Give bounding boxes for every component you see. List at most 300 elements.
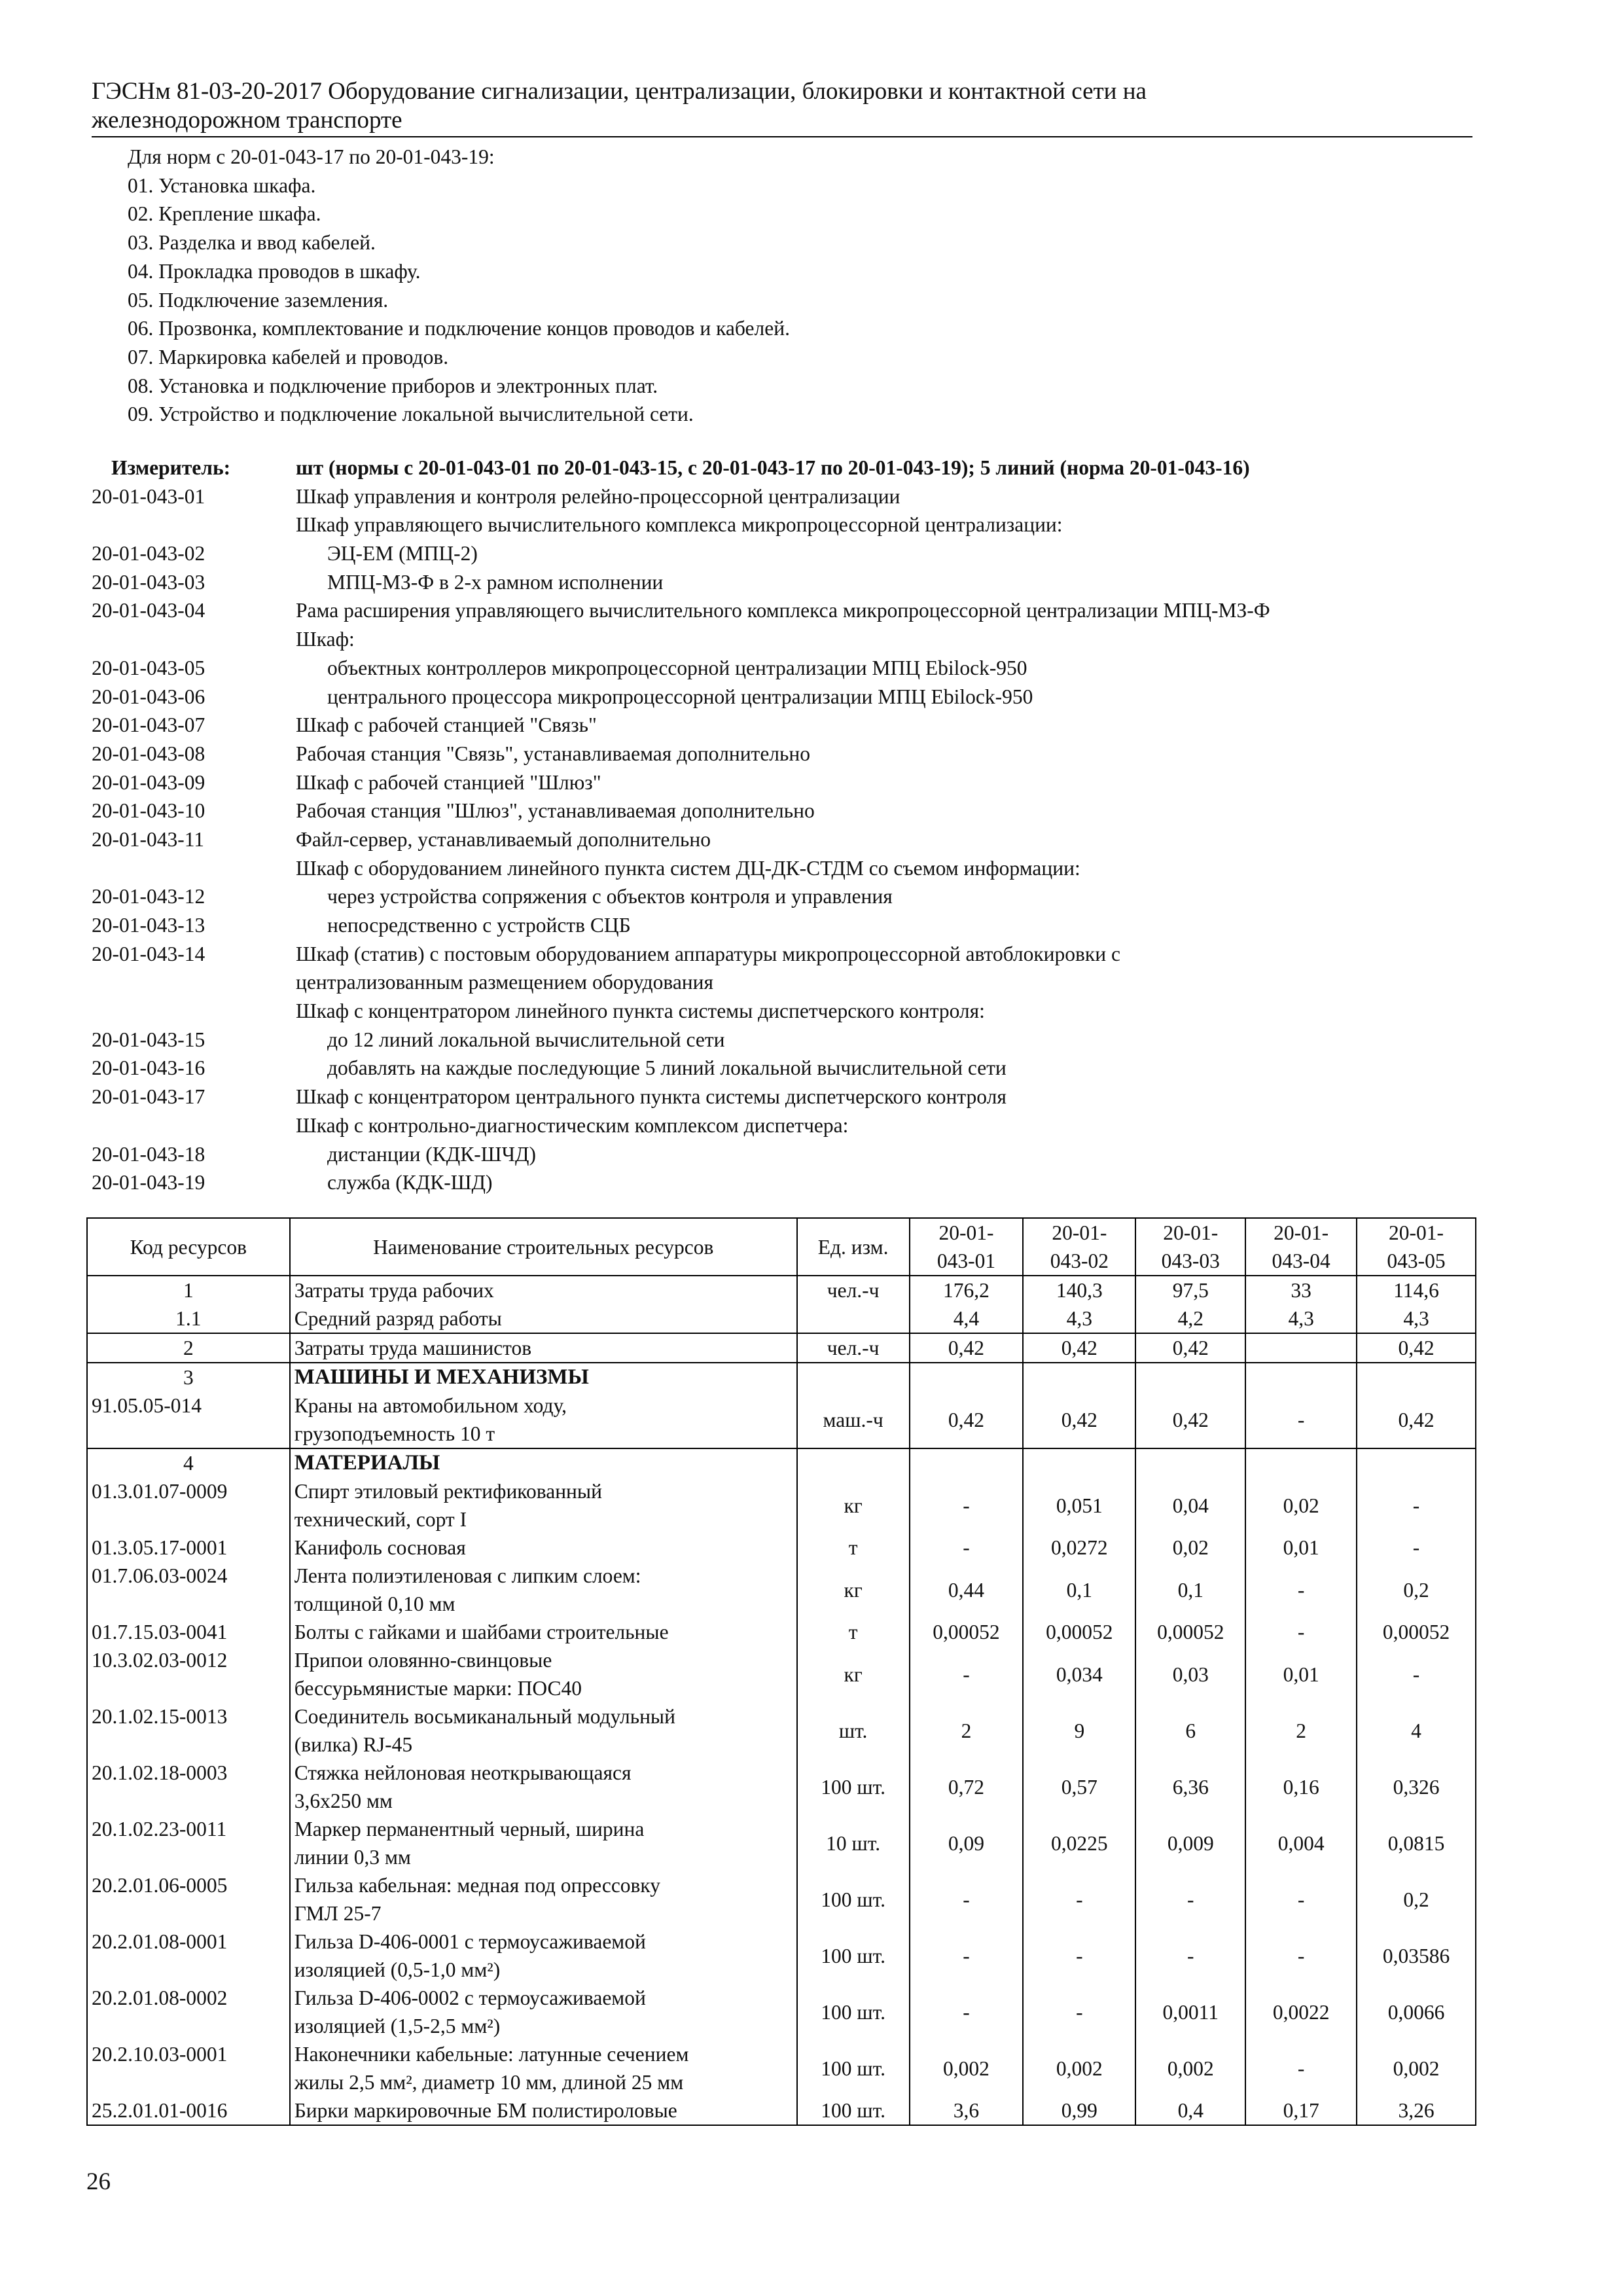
norm-row [92,1140,1531,1169]
resource-name-line: Гильза D-406-0001 с термоусаживаемой [294,1930,646,1953]
work-step: 03. Разделка и ввод кабелей. [128,231,376,255]
page-header [92,77,1472,137]
resource-unit: кг [797,1477,910,1534]
norm-code: 20-01-043-04 [92,599,205,622]
resource-value: 0,02 [1135,1534,1245,1562]
header-norm-col: 20-01- 043-02 [1023,1218,1135,1276]
norm-code [92,1111,296,1140]
norm-row [92,482,1531,511]
header-code: Код ресурсов [87,1218,290,1276]
resource-name [290,1759,797,1815]
norm-row [92,825,1531,854]
resource-name [290,1618,797,1646]
norm-code: 20-01-043-08 [92,742,205,765]
resource-name [290,1702,797,1759]
table-row [87,1391,1476,1448]
resource-value: 4,3 [1023,1304,1135,1333]
resource-value: 0,42 [1135,1333,1245,1363]
resource-unit: 100 шт. [797,2040,910,2096]
resource-value: 0,42 [1135,1391,1245,1448]
resource-name [290,1363,797,1391]
norm-row [92,911,1531,940]
resource-unit: маш.-ч [797,1391,910,1448]
resource-value: 97,5 [1135,1276,1245,1304]
resource-name [290,1984,797,2040]
resource-value: - [1135,1928,1245,1984]
resource-value: - [1357,1534,1476,1562]
table-row [87,1534,1476,1562]
header-norm-col: 20-01- 043-01 [910,1218,1024,1276]
work-step: 02. Крепление шкафа. [128,202,321,226]
norm-row [92,1026,1531,1054]
table-row [87,1815,1476,1871]
resource-unit: чел.-ч [797,1276,910,1304]
resource-value: 0,0815 [1357,1815,1476,1871]
norm-code: 20-01-043-05 [92,656,205,679]
resource-name-line: линии 0,3 мм [294,1846,411,1869]
resource-value: 0,42 [1357,1391,1476,1448]
resource-value: 0,00052 [1135,1618,1245,1646]
measure-label: Измеритель: [111,456,231,479]
resource-name-line: изоляцией (0,5-1,0 мм²) [294,1958,501,1981]
norm-row [92,854,1531,883]
resource-value: 176,2 [910,1276,1024,1304]
resource-value: - [1245,1871,1357,1928]
resource-name-line: толщиной 0,10 мм [294,1592,455,1615]
resource-value [1023,1363,1135,1391]
resource-value: - [1245,1391,1357,1448]
resource-name-line: 3,6x250 мм [294,1789,393,1812]
resource-value: 0,1 [1023,1562,1135,1618]
norm-text: Шкаф с рабочей станцией "Шлюз" [296,770,601,794]
resource-name-line: Наконечники кабельные: латунные сечением [294,2043,689,2066]
header-norm-col: 20-01- 043-04 [1245,1218,1357,1276]
resource-name-line: грузоподъемность 10 т [294,1422,495,1445]
header-norm-col: 20-01- 043-05 [1357,1218,1476,1276]
norm-code: 20-01-043-10 [92,799,205,823]
resource-code: 20.1.02.23-0011 [87,1815,290,1871]
resource-code: 01.7.06.03-0024 [87,1562,290,1618]
resource-value: 3,6 [910,2096,1024,2125]
resource-code: 20.1.02.18-0003 [87,1759,290,1815]
norm-row [92,968,1531,997]
resource-code: 10.3.02.03-0012 [87,1646,290,1702]
resource-value: 0,4 [1135,2096,1245,2125]
resource-value: 0,00052 [1357,1618,1476,1646]
norm-text: до 12 линий локальной вычислительной сети [327,1028,725,1051]
resource-name-line: Затраты труда машинистов [294,1336,532,1359]
resource-value: - [1245,1562,1357,1618]
norm-code: 20-01-043-11 [92,827,205,851]
resource-code: 20.2.01.06-0005 [87,1871,290,1928]
resource-unit: 100 шт. [797,1928,910,1984]
resource-value: 0,42 [910,1391,1024,1448]
norm-text: дистанции (КДК-ШЧД) [327,1142,537,1166]
resources-table [86,1217,1476,2126]
resource-value: 0,1 [1135,1562,1245,1618]
norm-code [92,968,296,997]
norm-text: Рабочая станция "Шлюз", устанавливаемая дополнительно [296,799,815,823]
resource-code: 3 [87,1363,290,1391]
resource-value: 0,0066 [1357,1984,1476,2040]
resource-value: 33 [1245,1276,1357,1304]
table-row [87,1276,1476,1304]
norm-code: 20-01-043-13 [92,914,205,937]
header-norm-col: 20-01- 043-03 [1135,1218,1245,1276]
norm-code [92,511,296,539]
norm-code: 20-01-043-15 [92,1028,205,1051]
norm-row [92,683,1531,711]
resource-value: 4,3 [1245,1304,1357,1333]
resource-value: - [910,1534,1024,1562]
resource-code: 01.7.15.03-0041 [87,1618,290,1646]
norm-text: добавлять на каждые последующие 5 линий локальной вычислительной сети [327,1056,1007,1080]
resource-code: 20.2.10.03-0001 [87,2040,290,2096]
work-step: 01. Установка шкафа. [128,173,316,197]
resource-name [290,1448,797,1477]
resource-name-line: Лента полиэтиленовая с липким слоем: [294,1564,641,1587]
resource-unit: чел.-ч [797,1333,910,1363]
resource-value: 140,3 [1023,1276,1135,1304]
resource-value: 0,03 [1135,1646,1245,1702]
resource-unit: т [797,1534,910,1562]
resource-value [1245,1448,1357,1477]
resource-name [290,1333,797,1363]
norm-code: 20-01-043-03 [92,570,205,594]
resource-value: 0,42 [1357,1333,1476,1363]
norm-row [92,654,1531,683]
norm-text: служба (КДК-ШД) [327,1171,493,1194]
resource-name-line: Бирки маркировочные БМ полистироловые [294,2099,677,2122]
resource-value: - [910,1928,1024,1984]
norm-row [92,596,1531,625]
resource-value: 0,72 [910,1759,1024,1815]
resource-name-line: бессурьмянистые марки: ПОС40 [294,1677,582,1700]
resource-value: 0,034 [1023,1646,1135,1702]
resource-value: 0,002 [1135,2040,1245,2096]
resource-value: 0,2 [1357,1562,1476,1618]
norm-code: 20-01-043-17 [92,1085,205,1109]
resource-value: 0,004 [1245,1815,1357,1871]
resource-value: 0,009 [1135,1815,1245,1871]
norm-text: Шкаф с рабочей станцией "Связь" [296,713,597,737]
resource-value: 9 [1023,1702,1135,1759]
resource-value: 4,4 [910,1304,1024,1333]
resource-value: 2 [910,1702,1024,1759]
resource-value: 0,42 [1023,1391,1135,1448]
resource-value: 6,36 [1135,1759,1245,1815]
norm-text: Шкаф (статив) с постовым оборудованием аппаратуры микропроцессорной автоблокировки с [296,942,1120,965]
resource-name-line: Болты с гайками и шайбами строительные [294,1621,669,1643]
resource-name-line: технический, сорт I [294,1508,467,1531]
norm-text: Шкаф с концентратором линейного пункта системы диспетчерского контроля: [296,999,985,1023]
resource-value: 2 [1245,1702,1357,1759]
norm-text: МПЦ-МЗ-Ф в 2-х рамном исполнении [327,570,664,594]
resource-value: 0,04 [1135,1477,1245,1534]
resource-unit: кг [797,1562,910,1618]
norms-list [92,454,1531,1197]
norm-text: Шкаф с концентратором центрального пункта системы диспетчерского контроля [296,1085,1007,1109]
resource-value: 0,44 [910,1562,1024,1618]
table-row [87,1646,1476,1702]
page-number: 26 [86,2168,111,2195]
norm-rows [92,482,1531,1197]
table-row [87,1363,1476,1391]
resource-code: 91.05.05-014 [87,1391,290,1448]
norm-text: центрального процессора микропроцессорной централизации МПЦ Ebilock-950 [327,685,1033,708]
resource-code: 20.2.01.08-0001 [87,1928,290,1984]
resource-value: 0,02 [1245,1477,1357,1534]
norm-row [92,1111,1531,1140]
resource-value: - [1245,1618,1357,1646]
resource-value [1357,1448,1476,1477]
resource-value: 0,57 [1023,1759,1135,1815]
table-row [87,1448,1476,1477]
resource-value: 4 [1357,1702,1476,1759]
resource-name [290,1815,797,1871]
norm-text: Шкаф с оборудованием линейного пункта систем ДЦ-ДК-СТДМ со съемом информации: [296,856,1080,880]
header-name: Наименование строительных ресурсов [290,1218,797,1276]
norm-row [92,711,1531,740]
resource-unit: 100 шт. [797,2096,910,2125]
resource-name-line: жилы 2,5 мм², диаметр 10 мм, длиной 25 мм [294,2071,684,2094]
resource-value: 0,17 [1245,2096,1357,2125]
resource-value: 0,99 [1023,2096,1135,2125]
resource-name-line: Гильза кабельная: медная под опрессовку [294,1874,661,1897]
resource-name-line: Средний разряд работы [294,1307,502,1330]
resource-name [290,1391,797,1448]
resource-value [910,1448,1024,1477]
norm-code: 20-01-043-16 [92,1056,205,1080]
resource-name [290,1646,797,1702]
resource-code: 1.1 [87,1304,290,1333]
table-row [87,1759,1476,1815]
resource-unit: 100 шт. [797,1759,910,1815]
work-step: 08. Установка и подключение приборов и электронных плат. [128,374,658,397]
header-line-1: ГЭСНм 81-03-20-2017 Оборудование сигнализации, централизации, блокировки и контактной сети на [92,78,1147,105]
resource-name [290,1562,797,1618]
resource-value: 0,0022 [1245,1984,1357,2040]
resource-value: - [1357,1477,1476,1534]
norm-text: через устройства сопряжения с объектов контроля и управления [327,885,893,908]
resource-name [290,1304,797,1333]
resource-value: 0,16 [1245,1759,1357,1815]
resource-unit: кг [797,1646,910,1702]
norm-row [92,625,1531,654]
norm-text: Шкаф с контрольно-диагностическим комплексом диспетчера: [296,1113,849,1137]
norm-row [92,1168,1531,1197]
resource-value [1135,1448,1245,1477]
table-row [87,1562,1476,1618]
norm-code: 20-01-043-19 [92,1171,205,1194]
resource-unit: шт. [797,1702,910,1759]
resource-value: - [1135,1871,1245,1928]
resource-name-line: Соединитель восьмиканальный модульный [294,1705,675,1728]
resource-value [1357,1363,1476,1391]
resource-value: - [1023,1984,1135,2040]
norm-code [92,625,296,654]
resource-value: 0,00052 [910,1618,1024,1646]
measure-row [92,454,1531,482]
resource-value: 0,42 [1023,1333,1135,1363]
resource-name [290,1928,797,1984]
resource-unit: т [797,1618,910,1646]
resource-value: 0,051 [1023,1477,1135,1534]
table-row [87,1928,1476,1984]
resource-name-line: изоляцией (1,5-2,5 мм²) [294,2015,501,2037]
resource-value: 0,326 [1357,1759,1476,1815]
resource-value [1245,1333,1357,1363]
resource-name-line: (вилка) RJ-45 [294,1733,413,1756]
table-row [87,1618,1476,1646]
norm-row [92,997,1531,1026]
norm-code: 20-01-043-02 [92,542,205,565]
norm-code: 20-01-043-06 [92,685,205,708]
resource-value: 0,002 [1023,2040,1135,2096]
resource-value: - [910,1646,1024,1702]
resource-code: 20.2.01.08-0002 [87,1984,290,2040]
norm-code [92,854,296,883]
norm-text: Файл-сервер, устанавливаемый дополнительно [296,827,711,851]
resource-value: 0,0272 [1023,1534,1135,1562]
work-step: 07. Маркировка кабелей и проводов. [128,345,449,368]
resource-unit [797,1448,910,1477]
work-steps-title: Для норм с 20-01-043-17 по 20-01-043-19: [128,145,495,168]
resource-code: 20.1.02.15-0013 [87,1702,290,1759]
resource-name-line: Стяжка нейлоновая неоткрывающаяся [294,1761,632,1784]
resource-value: 3,26 [1357,2096,1476,2125]
table-body [87,1276,1476,2125]
resource-value: 0,0011 [1135,1984,1245,2040]
measure-text: шт (нормы с 20-01-043-01 по 20-01-043-15, с 20-01-043-17 по 20-01-043-19); 5 линий (норма 20-01-043-16) [296,456,1250,479]
norm-row [92,768,1531,797]
resource-value [1245,1363,1357,1391]
norm-row [92,568,1531,597]
table-row [87,1702,1476,1759]
resource-name [290,1534,797,1562]
resource-name-line: МАШИНЫ И МЕХАНИЗМЫ [294,1365,589,1389]
resource-name-line: Маркер перманентный черный, ширина [294,1818,645,1840]
resource-value: 0,002 [1357,2040,1476,2096]
resource-name-line: МАТЕРИАЛЫ [294,1451,440,1475]
header-unit: Ед. изм. [797,1218,910,1276]
table-row [87,1477,1476,1534]
resource-name [290,1871,797,1928]
table-header-row [87,1218,1476,1276]
table-row [87,2040,1476,2096]
resource-unit [797,1304,910,1333]
norm-text: Рабочая станция "Связь", устанавливаемая дополнительно [296,742,810,765]
resource-value: 0,09 [910,1815,1024,1871]
resource-value: 0,002 [910,2040,1024,2096]
norm-code: 20-01-043-01 [92,484,205,508]
norm-text: непосредственно с устройств СЦБ [327,914,631,937]
resource-unit [797,1363,910,1391]
resource-value: - [1357,1646,1476,1702]
resource-name-line: Спирт этиловый ректификованный [294,1480,602,1503]
norm-row [92,511,1531,539]
table-row [87,1304,1476,1333]
norm-code: 20-01-043-14 [92,942,205,965]
resource-name [290,2096,797,2125]
table-row [87,1333,1476,1363]
work-steps [128,143,790,429]
resource-value: - [1245,1928,1357,1984]
resource-value [910,1363,1024,1391]
work-step: 05. Подключение заземления. [128,288,389,312]
resource-value: 6 [1135,1702,1245,1759]
resource-name [290,1477,797,1534]
resource-value: 4,3 [1357,1304,1476,1333]
work-step: 04. Прокладка проводов в шкафу. [128,259,421,283]
resource-name [290,1276,797,1304]
resource-value: 0,2 [1357,1871,1476,1928]
norm-code [92,997,296,1026]
resource-name-line: Припои оловянно-свинцовые [294,1649,552,1672]
resource-name-line: Затраты труда рабочих [294,1279,494,1302]
resource-value: 0,00052 [1023,1618,1135,1646]
resource-value: 0,03586 [1357,1928,1476,1984]
resource-value: - [1023,1928,1135,1984]
norm-code: 20-01-043-12 [92,885,205,908]
table-row [87,1871,1476,1928]
norm-row [92,740,1531,768]
resource-value: - [910,1477,1024,1534]
resource-value [1135,1363,1245,1391]
norm-text: Шкаф: [296,628,355,651]
norm-text: Шкаф управляющего вычислительного комплекса микропроцессорной централизации: [296,513,1063,537]
norm-code: 20-01-043-09 [92,770,205,794]
resource-value: 0,01 [1245,1646,1357,1702]
resource-code: 1 [87,1276,290,1304]
norm-text: Шкаф управления и контроля релейно-процессорной централизации [296,484,901,508]
norm-text: Рама расширения управляющего вычислительного комплекса микропроцессорной централизации МПЦ-МЗ-Ф [296,599,1270,622]
resource-value: - [910,1984,1024,2040]
resource-unit: 10 шт. [797,1815,910,1871]
norm-row [92,539,1531,568]
resource-code: 4 [87,1448,290,1477]
resource-value: 0,01 [1245,1534,1357,1562]
table-row [87,2096,1476,2125]
resource-unit: 100 шт. [797,1871,910,1928]
resource-code: 01.3.05.17-0001 [87,1534,290,1562]
resource-value: 4,2 [1135,1304,1245,1333]
table-row [87,1984,1476,2040]
resource-code: 25.2.01.01-0016 [87,2096,290,2125]
norm-code: 20-01-043-18 [92,1142,205,1166]
norm-text: централизованным размещением оборудования [296,971,713,994]
resource-name-line: Краны на автомобильном ходу, [294,1394,567,1417]
norm-text: ЭЦ-ЕМ (МПЦ-2) [327,542,478,565]
resource-code: 2 [87,1333,290,1363]
norm-code: 20-01-043-07 [92,713,205,737]
resource-name-line: Канифоль сосновая [294,1536,466,1559]
norm-row [92,940,1531,969]
header-line-2: железнодорожном транспорте [92,107,402,134]
resource-name-line: Гильза D-406-0002 с термоусаживаемой [294,1986,646,2009]
resource-value: 0,0225 [1023,1815,1135,1871]
norm-text: объектных контроллеров микропроцессорной централизации МПЦ Ebilock-950 [327,656,1027,679]
norm-row [92,882,1531,911]
resource-value: - [1023,1871,1135,1928]
work-step: 06. Прозвонка, комплектование и подключение концов проводов и кабелей. [128,317,790,340]
norm-row [92,797,1531,825]
resource-name [290,2040,797,2096]
resource-value [1023,1448,1135,1477]
norm-row [92,1054,1531,1083]
resource-value: - [1245,2040,1357,2096]
resource-unit: 100 шт. [797,1984,910,2040]
